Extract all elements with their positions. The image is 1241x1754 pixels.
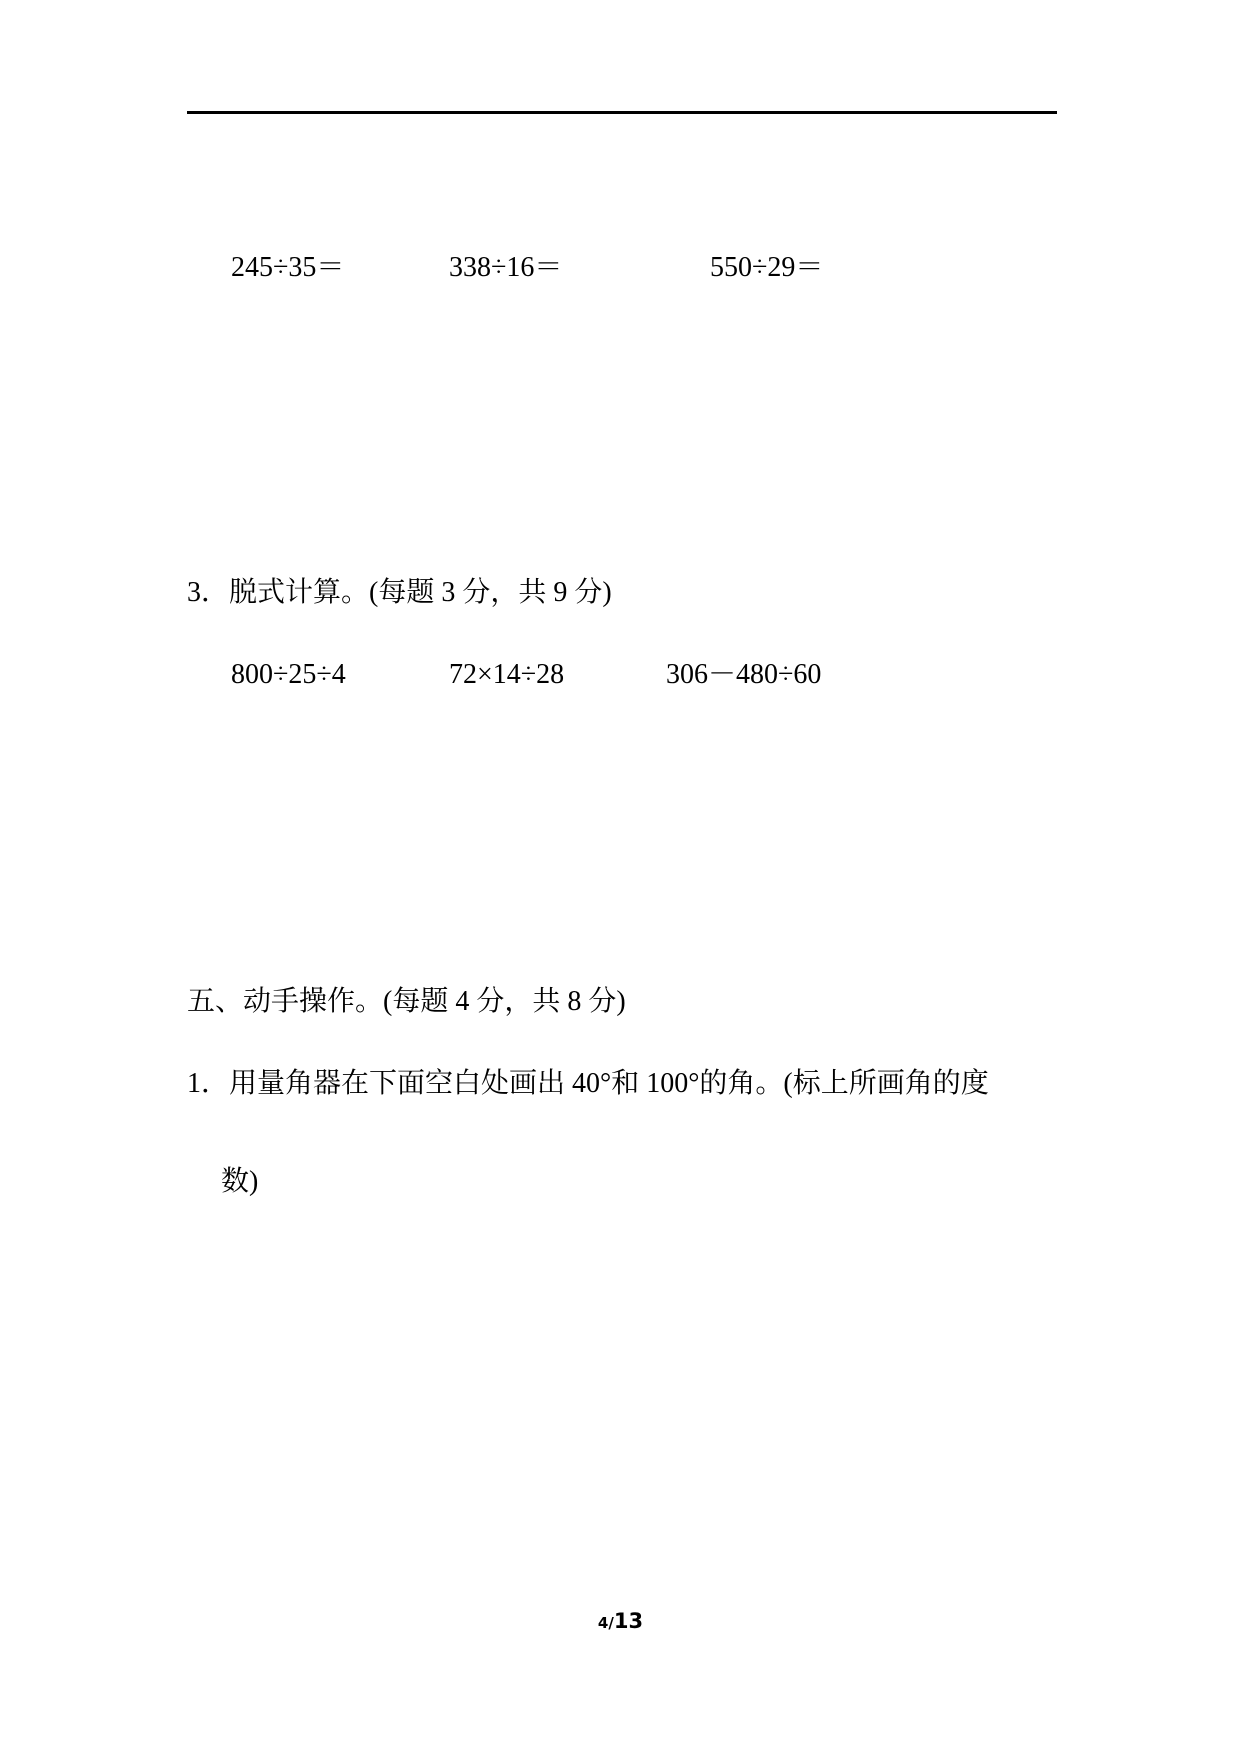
total-page-count: 13 xyxy=(613,1609,644,1633)
section-5-question-1-line-1: 1．用量角器在下面空白处画出 40°和 100°的角。(标上所画角的度 xyxy=(187,1068,989,1099)
calc-problem-1: 800÷25÷4 xyxy=(231,659,346,690)
question-3-title: 3．脱式计算。(每题 3 分，共 9 分) xyxy=(187,577,612,608)
section-5-title: 五、动手操作。(每题 4 分，共 8 分) xyxy=(187,986,626,1017)
calc-problem-3: 306－480÷60 xyxy=(666,659,822,690)
calc-problem-2: 72×14÷28 xyxy=(449,659,565,690)
division-problem-2: 338÷16＝ xyxy=(449,252,563,283)
division-problem-3: 550÷29＝ xyxy=(710,252,824,283)
header-rule xyxy=(187,111,1057,114)
page-number xyxy=(0,1609,1241,1633)
current-page-number: 4 xyxy=(597,1614,609,1632)
page-separator: / xyxy=(608,1614,614,1632)
division-problem-1: 245÷35＝ xyxy=(231,252,345,283)
section-5-question-1-line-2: 数) xyxy=(221,1166,259,1197)
